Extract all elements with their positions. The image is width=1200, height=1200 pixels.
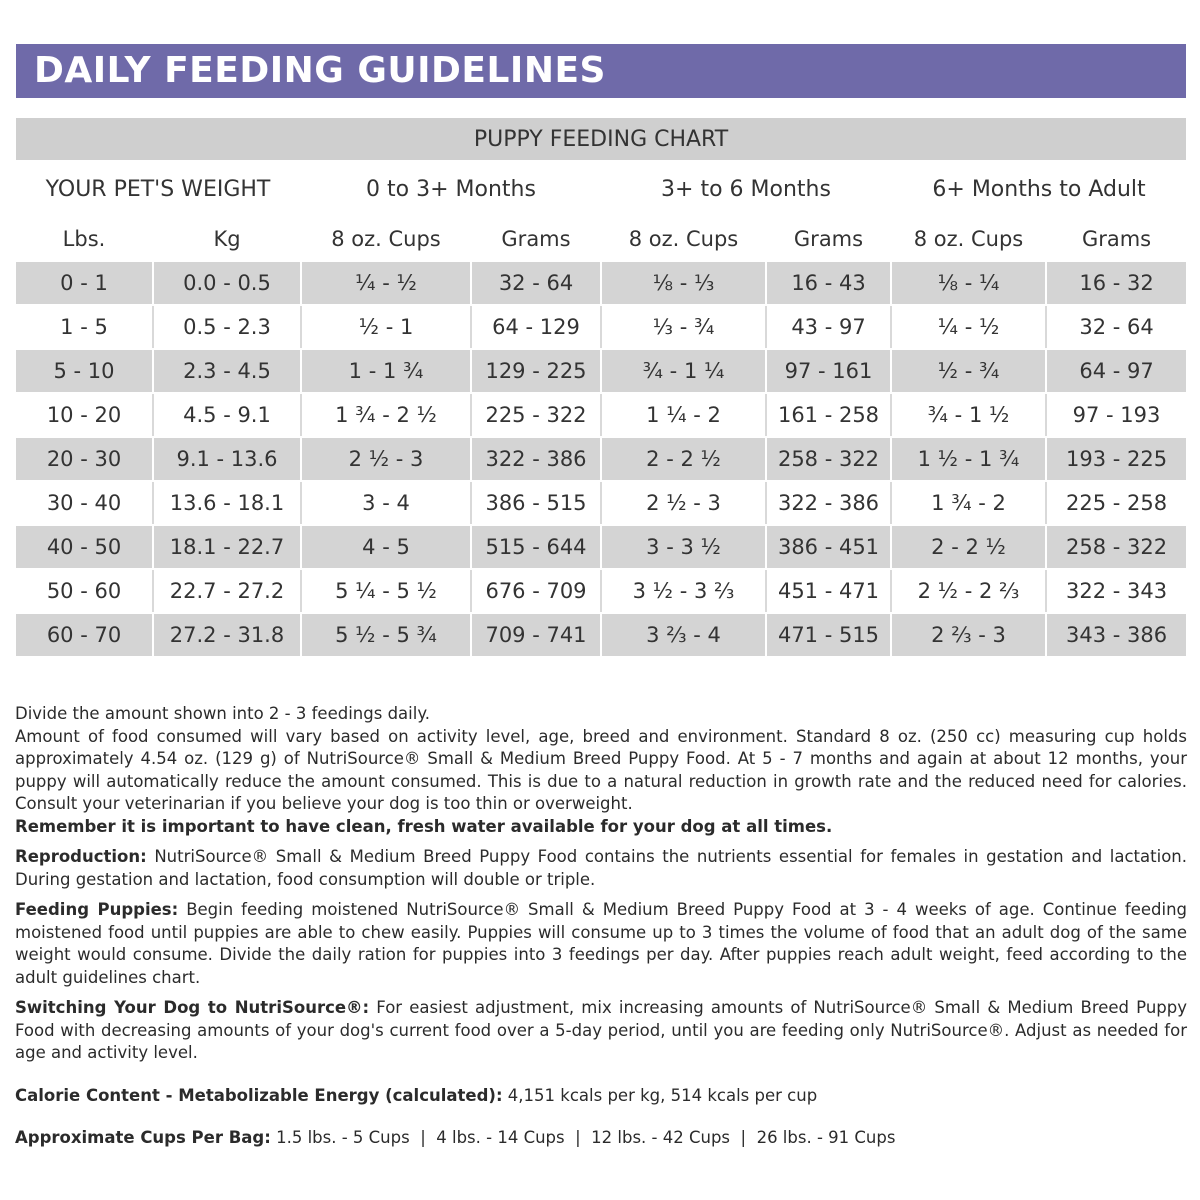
table-cell: 1 ¾ - 2 [891,481,1046,525]
table-cell: 471 - 515 [766,613,891,657]
table-cell: 225 - 322 [471,393,601,437]
age-group-header: 3+ to 6 Months [601,161,891,217]
table-row [16,569,1186,613]
table-cell: 161 - 258 [766,393,891,437]
table-cell: 451 - 471 [766,569,891,613]
note-water [15,816,1187,839]
table-cell: 2 ½ - 3 [301,437,471,481]
note-cups-per-bag [15,1127,1187,1150]
table-cell: 3 ⅔ - 4 [601,613,766,657]
table-cell: 515 - 644 [471,525,601,569]
table-cell: 16 - 43 [766,261,891,305]
note-switching [15,997,1187,1065]
table-cell: 322 - 386 [471,437,601,481]
table-row [16,261,1186,305]
table-cell: 343 - 386 [1046,613,1186,657]
table-cell: 2 ½ - 3 [601,481,766,525]
table-cell: 258 - 322 [1046,525,1186,569]
table-cell: ¾ - 1 ¼ [601,349,766,393]
table-cell: 322 - 386 [766,481,891,525]
table-cell: 32 - 64 [471,261,601,305]
table-cell: 10 - 20 [16,393,153,437]
chart-body [16,261,1186,657]
table-cell: ⅓ - ¾ [601,305,766,349]
note-text: 1.5 lbs. - 5 Cups | 4 lbs. - 14 Cups | 12 lbs. - 42 Cups | 26 lbs. - 91 Cups [270,1128,896,1147]
table-cell: 2 - 2 ½ [891,525,1046,569]
table-cell: 3 - 3 ½ [601,525,766,569]
table-cell: 676 - 709 [471,569,601,613]
table-cell: 193 - 225 [1046,437,1186,481]
weight-header: YOUR PET'S WEIGHT [16,161,301,217]
table-cell: 3 - 4 [301,481,471,525]
note-label: Approximate Cups Per Bag: [15,1128,271,1147]
table-cell: ¼ - ½ [301,261,471,305]
table-cell: 20 - 30 [16,437,153,481]
table-row [16,613,1186,657]
table-cell: 3 ½ - 3 ⅔ [601,569,766,613]
note-label: Switching Your Dog to NutriSource®: [15,998,370,1017]
table-cell: 4 - 5 [301,525,471,569]
table-row [16,437,1186,481]
note-reproduction [15,846,1187,891]
table-cell: 225 - 258 [1046,481,1186,525]
table-cell: 5 - 10 [16,349,153,393]
unit-header: Grams [1046,217,1186,261]
note-text: 4,151 kcals per kg, 514 kcals per cup [502,1085,818,1105]
unit-header: Kg [153,217,301,261]
unit-header: 8 oz. Cups [601,217,766,261]
table-cell: 386 - 451 [766,525,891,569]
table-cell: 9.1 - 13.6 [153,437,301,481]
table-cell: 258 - 322 [766,437,891,481]
table-cell: 22.7 - 27.2 [153,569,301,613]
table-cell: 5 ½ - 5 ¾ [301,613,471,657]
table-cell: 30 - 40 [16,481,153,525]
note-amount: Amount of food consumed will vary based on activity level, age, breed and environment. Standard 8 oz. (250 cc) measuring cup holds approximately 4.54 oz. (129 g) of NutriSource® Small & Medium Breed Puppy Food. At 5 - 7 months and again at about 12 months, your puppy will automatically reduce the amount consumed. This is due to a natural reduction in growth rate and the reduced need for calories. Consult your veterinarian if you believe your dog is too thin or overweight. [15,726,1187,813]
table-cell: ⅛ - ¼ [891,261,1046,305]
table-cell: 0.5 - 2.3 [153,305,301,349]
table-cell: 5 ¼ - 5 ½ [301,569,471,613]
puppy-feeding-chart [16,118,1186,658]
table-cell: 2 - 2 ½ [601,437,766,481]
page-banner-title: DAILY FEEDING GUIDELINES [16,44,1186,98]
note-text: NutriSource® Small & Medium Breed Puppy Food contains the nutrients essential for females in gestation and lactation. During gestation and lactation, food consumption will double or triple. [15,847,1187,889]
table-cell: 1 ¾ - 2 ½ [301,393,471,437]
table-cell: 2.3 - 4.5 [153,349,301,393]
table-row [16,349,1186,393]
table-cell: 27.2 - 31.8 [153,613,301,657]
table-cell: 709 - 741 [471,613,601,657]
table-cell: 0 - 1 [16,261,153,305]
unit-header: 8 oz. Cups [891,217,1046,261]
table-cell: 60 - 70 [16,613,153,657]
table-cell: 43 - 97 [766,305,891,349]
table-cell: ⅛ - ⅓ [601,261,766,305]
chart-title: PUPPY FEEDING CHART [16,118,1186,161]
unit-header: Lbs. [16,217,153,261]
table-cell: 2 ⅔ - 3 [891,613,1046,657]
table-row [16,481,1186,525]
note-label: Feeding Puppies: [15,900,179,919]
unit-header: 8 oz. Cups [301,217,471,261]
note-label: Reproduction: [15,847,147,866]
table-cell: 0.0 - 0.5 [153,261,301,305]
table-cell: ½ - 1 [301,305,471,349]
note-water-bold: Remember it is important to have clean, fresh water available for your dog at all times. [15,816,833,836]
table-cell: 97 - 161 [766,349,891,393]
note-divide: Divide the amount shown into 2 - 3 feedings daily. [15,704,430,723]
table-cell: 4.5 - 9.1 [153,393,301,437]
table-cell: ¼ - ½ [891,305,1046,349]
table-cell: 1 - 1 ¾ [301,349,471,393]
note-feeding-puppies [15,899,1187,989]
note-text: For easiest adjustment, mix increasing amounts of NutriSource® Small & Medium Breed Puppy Food with decreasing amounts of your dog's current food over a 5-day period, until you are feeding only NutriSource®. Adjust as needed for age and activity level. [15,998,1187,1062]
table-cell: 129 - 225 [471,349,601,393]
age-group-header: 6+ Months to Adult [891,161,1186,217]
note-label: Calorie Content - Metabolizable Energy (calculated): [15,1085,503,1105]
table-cell: 1 - 5 [16,305,153,349]
table-cell: 1 ½ - 1 ¾ [891,437,1046,481]
table-row [16,525,1186,569]
table-cell: 2 ½ - 2 ⅔ [891,569,1046,613]
table-cell: 13.6 - 18.1 [153,481,301,525]
table-cell: 40 - 50 [16,525,153,569]
table-cell: 18.1 - 22.7 [153,525,301,569]
table-cell: 64 - 97 [1046,349,1186,393]
table-cell: 1 ¼ - 2 [601,393,766,437]
table-cell: 322 - 343 [1046,569,1186,613]
table-cell: 50 - 60 [16,569,153,613]
table-cell: 97 - 193 [1046,393,1186,437]
table-cell: 32 - 64 [1046,305,1186,349]
table-cell: ½ - ¾ [891,349,1046,393]
table-cell: 16 - 32 [1046,261,1186,305]
note-text: Begin feeding moistened NutriSource® Small & Medium Breed Puppy Food at 3 - 4 weeks of age. Continue feeding moistened food until puppies are able to chew easily. Puppies will consume up to 3 times the volume of food that an adult dog of the same weight would consume. Divide the daily ration for puppies into 3 feedings per day. After puppies reach adult weight, feed according to the adult guidelines chart. [15,900,1187,987]
feeding-notes [15,703,1187,1150]
table-row [16,305,1186,349]
unit-header: Grams [766,217,891,261]
note-calorie [15,1085,1187,1108]
table-cell: 64 - 129 [471,305,601,349]
age-group-header: 0 to 3+ Months [301,161,601,217]
table-cell: ¾ - 1 ½ [891,393,1046,437]
unit-header: Grams [471,217,601,261]
table-row [16,393,1186,437]
table-cell: 386 - 515 [471,481,601,525]
